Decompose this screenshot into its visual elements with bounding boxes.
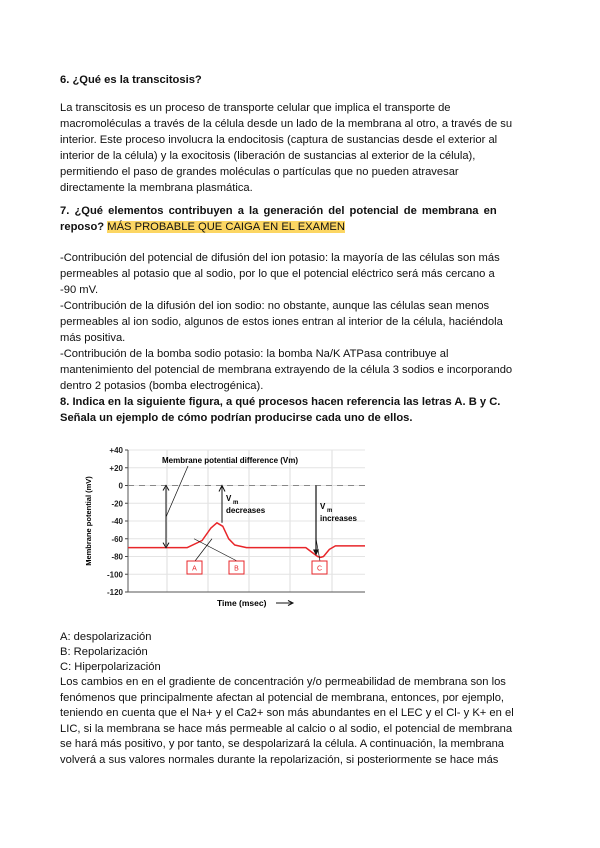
vm-symbol: V	[320, 502, 326, 511]
q8-paragraph	[60, 675, 540, 768]
y-tick-label: -120	[106, 588, 123, 597]
q7-heading-line2-wrap	[60, 219, 540, 235]
q8-heading-line1: 8. Indica en la siguiente figura, a qué procesos hacen referencia las letras A. B y C.	[60, 396, 501, 408]
q8-heading-line2: Señala un ejemplo de cómo podrían producirse cada uno de ellos.	[60, 412, 413, 424]
text-line: Los cambios en en el gradiente de concentración y/o permeabilidad de membrana son los	[60, 676, 506, 688]
figure-title: Membrane potential difference (Vm)	[162, 456, 299, 465]
text-line: LIC, si la membrana se hace más permeable al calcio o al sodio, el potencial de membrana	[60, 722, 513, 735]
text-line: interior. Este proceso involucra la endocitosis (captura de sustancias desde el exterior al	[60, 134, 498, 146]
text-line: dentro 2 potasios (bomba electrogénica).	[60, 380, 264, 392]
text-line: mantenimiento del potencial de membrana extrayendo de la célula 3 sodios e incorporando	[60, 364, 513, 376]
decreases-label: decreases	[226, 506, 266, 515]
y-tick-label: -60	[111, 534, 123, 544]
text-line: A: despolarización	[60, 631, 152, 643]
y-tick-label: -20	[111, 499, 123, 509]
y-tick-label: +40	[109, 446, 123, 455]
text-line: teniendo en cuenta que el Na+ y el Ca2+ son más abundantes en el LEC y el Cl- y K+ en el	[60, 707, 514, 719]
text-line: -Contribución de la difusión del ion sodio: no obstante, aunque las células sean menos	[60, 300, 490, 312]
text-line: -90 mV.	[60, 284, 99, 296]
text-line: -Contribución de la bomba sodio potasio: la bomba Na/K ATPasa contribuye al	[60, 348, 449, 360]
text-line: fenómenos que principalmente afectan al potencial de membrana, entonces, por ejemplo,	[60, 691, 505, 704]
vm-subscript: m	[233, 500, 239, 506]
text-line: C: Hiperpolarización	[60, 661, 161, 673]
text-line: permeables al potasio que al sodio, por lo que el potencial eléctrico será más cercano a	[60, 268, 495, 280]
increases-label: increases	[320, 514, 357, 523]
vm-symbol: V	[226, 494, 232, 503]
text-line: permitiendo el paso de grandes moléculas o partículas que no pueden atravesar	[60, 166, 459, 178]
y-tick-label: 0	[118, 481, 123, 491]
text-line: se hará más positivo, y por tanto, se despolarizará la célula. A continuación, la membrana	[60, 738, 505, 750]
label-B: B	[234, 565, 239, 573]
text-line: directamente la membrana plasmática.	[60, 182, 253, 194]
y-tick-label: +20	[109, 463, 123, 473]
q6-paragraph	[60, 100, 540, 196]
q7-heading	[60, 203, 540, 235]
document-column	[60, 72, 540, 768]
q7-heading-line1: 7. ¿Qué elementos contribuyen a la generación del potencial de membrana en	[60, 205, 497, 217]
exam-highlight: MÁS PROBABLE QUE CAIGA EN EL EXAMEN	[107, 221, 345, 233]
y-axis-label: Membrane potential (mV)	[84, 476, 93, 566]
q7-heading-line2: reposo?	[60, 221, 105, 233]
y-tick-label: -100	[106, 570, 123, 580]
q8-answers	[60, 630, 540, 675]
text-line: permeables al ion sodio, algunos de estos iones entran al interior de la célula, haciéndola	[60, 316, 503, 328]
q6-heading: 6. ¿Qué es la transcitosis?	[60, 74, 202, 86]
text-line: más positiva.	[60, 332, 126, 344]
q8-heading	[60, 394, 540, 426]
y-tick-label: -80	[111, 552, 123, 562]
membrane-potential-figure	[80, 435, 365, 615]
q7-paragraph	[60, 250, 540, 394]
text-line: B: Repolarización	[60, 646, 148, 658]
text-line: La transcitosis es un proceso de transporte celular que implica el transporte de	[60, 102, 451, 114]
text-line: -Contribución del potencial de difusión del ion potasio: la mayoría de las células son más	[60, 252, 500, 264]
x-axis-label: Time (msec)	[217, 598, 267, 608]
vm-subscript: m	[327, 508, 333, 514]
label-C: C	[316, 565, 323, 573]
text-line: volverá a sus valores normales durante la repolarización, si posteriormente se hace más	[60, 753, 499, 766]
text-line: macromoléculas a través de la célula desde un lado de la membrana al otro, a través de su	[60, 118, 513, 130]
y-tick-label: -40	[111, 517, 123, 526]
label-A: A	[192, 565, 197, 573]
text-line: interior de la célula) y la exocitosis (liberación de sustancias al exterior de la célula),	[60, 150, 476, 162]
